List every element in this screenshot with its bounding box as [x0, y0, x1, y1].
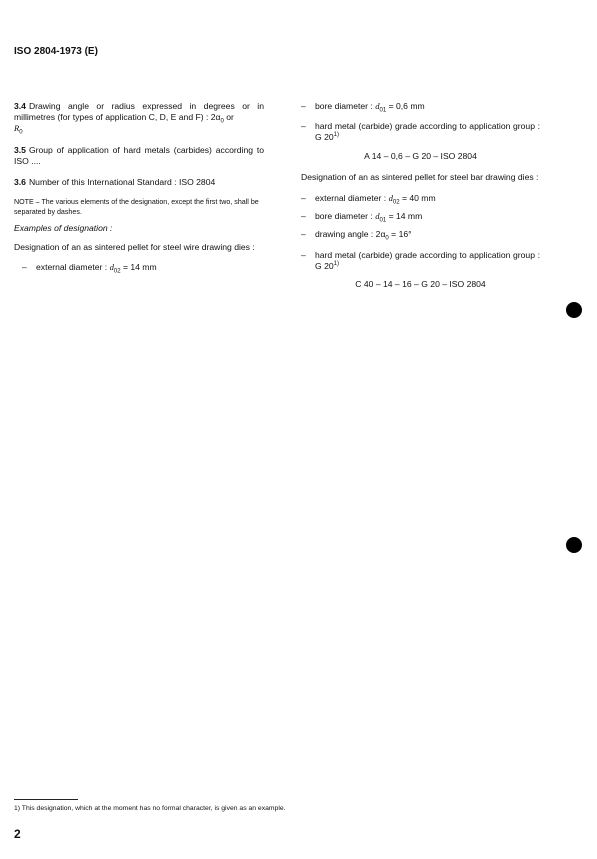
- wire-designation-intro: Designation of an as sintered pellet for steel wire drawing dies :: [14, 242, 255, 253]
- section-number: 3.6: [14, 177, 26, 188]
- list-item: [301, 101, 540, 112]
- footnote: 1) This designation, which at the moment has no formal character, is given as an example.: [14, 805, 286, 812]
- dash-marker: –: [301, 121, 306, 132]
- punch-hole-mark: [566, 537, 582, 553]
- list-item-text: drawing angle : $2\alpha_0 = 16^\circ$: [315, 229, 412, 243]
- list-item-text: bore diameter : $d_{01} = 0,6$ mm: [315, 101, 425, 114]
- list-item: [301, 250, 540, 272]
- list-item: [301, 193, 540, 204]
- list-item-text: external diameter : $d_{02} = 40$ mm: [315, 193, 436, 206]
- section-number: 3.5: [14, 144, 26, 155]
- note: NOTE – The various elements of the designation, except the first two, shall be separated by dashes.: [14, 198, 259, 216]
- math-variable: R: [14, 123, 20, 134]
- designation-example-a: A 14 – 0,6 – G 20 – ISO 2804: [364, 150, 477, 161]
- designation-example-c: C 40 – 14 – 16 – G 20 – ISO 2804: [355, 279, 486, 290]
- punch-hole-mark: [566, 302, 582, 318]
- list-item: [301, 229, 540, 243]
- examples-heading: Examples of designation :: [14, 223, 113, 234]
- dash-marker: –: [301, 211, 306, 222]
- dash-marker: –: [22, 262, 27, 273]
- subscript: 0: [220, 118, 224, 125]
- section-text-or: or: [223, 112, 234, 123]
- section-text: Drawing angle or radius expressed in degrees or in millimetres (for types of application C, D, E and F) : 2α: [14, 101, 264, 123]
- list-item-text: external diameter : $d_{02} = 14$ mm: [36, 262, 157, 276]
- list-item: [301, 211, 540, 222]
- dash-marker: –: [301, 229, 306, 240]
- section-number: 3.4: [14, 101, 26, 111]
- dash-marker: –: [301, 249, 306, 260]
- section-3-6: [14, 177, 264, 188]
- list-item-text: bore diameter : $d_{01} = 14$ mm: [315, 211, 423, 224]
- section-text: Group of application of hard metals (carbides) according to ISO ....: [14, 144, 264, 166]
- section-3-5: [14, 145, 264, 167]
- list-item: [301, 121, 540, 143]
- section-3-4: [14, 101, 264, 135]
- list-item-text: hard metal (carbide) grade according to application group : G 20$^{1)}$: [315, 249, 540, 271]
- document-header: ISO 2804-1973 (E): [14, 46, 98, 57]
- list-item: [14, 262, 264, 276]
- bar-designation-intro: Designation of an as sintered pellet for steel bar drawing dies :: [301, 171, 539, 182]
- dash-marker: –: [301, 193, 306, 204]
- section-text: Number of this International Standard : ISO 2804: [28, 177, 216, 188]
- dash-marker: –: [301, 101, 306, 111]
- footnote-separator: [14, 799, 78, 800]
- subscript: 0: [19, 130, 23, 137]
- list-item-text: hard metal (carbide) grade according to application group : G 20$^{1)}$: [315, 121, 540, 143]
- page-number: 2: [14, 827, 21, 841]
- right-column: [301, 101, 540, 290]
- left-column: [14, 101, 264, 274]
